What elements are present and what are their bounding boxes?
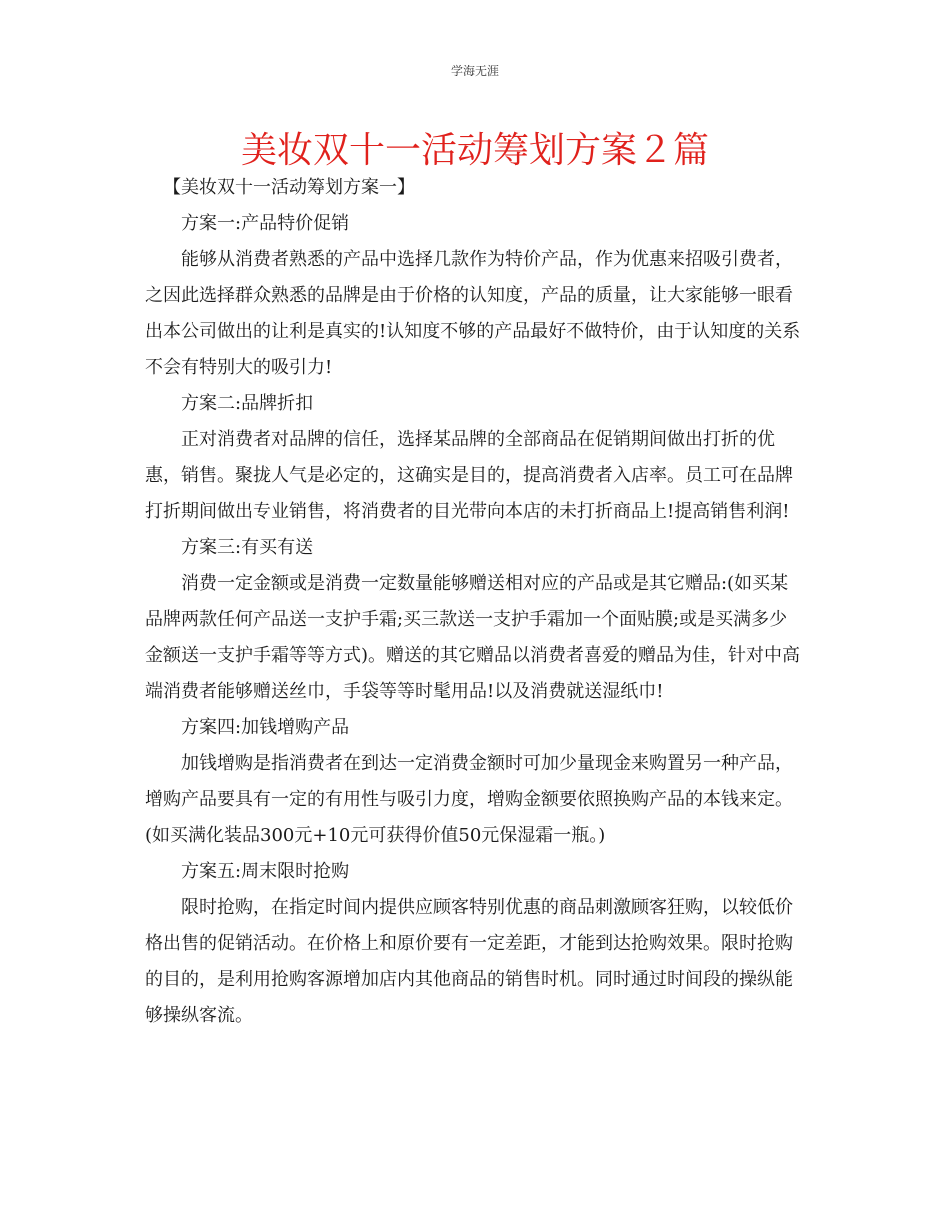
section-body: 加钱增购是指消费者在到达一定消费金额时可加少量现金来购置另一种产品，增购产品要具有一定的有用性与吸引力度，增购金额要依照换购产品的本钱来定。(如买满化装品300元+10元可获得价值50元保湿霜一瓶。)	[145, 753, 793, 846]
section-heading: 方案二:品牌折扣	[181, 393, 314, 414]
section-body: 能够从消费者熟悉的产品中选择几款作为特价产品，作为优惠来招吸引费者，之因此选择群众熟悉的品牌是由于价格的认知度，产品的质量，让大家能够一眼看出本公司做出的让利是真实的!认知度不够的产品最好不做特价，由于认知度的关系不会有特别大的吸引力!	[145, 249, 801, 378]
section-heading: 方案五:周末限时抢购	[181, 861, 350, 882]
section-body: 消费一定金额或是消费一定数量能够赠送相对应的产品或是其它赠品:(如买某品牌两款任何产品送一支护手霜;买三款送一支护手霜加一个面贴膜;或是买满多少金额送一支护手霜等等方式)。赠送的其它赠品以消费者喜爱的赠品为佳，针对中高端消费者能够赠送丝巾，手袋等等时髦用品!以及消费就送湿纸巾!	[145, 573, 801, 702]
section-heading: 方案四:加钱增购产品	[181, 717, 350, 738]
section-heading: 方案一:产品特价促销	[181, 213, 350, 234]
section-heading: 方案三:有买有送	[181, 537, 314, 558]
document-title: 美妆双十一活动筹划方案２篇	[240, 130, 709, 171]
section-body: 正对消费者对品牌的信任，选择某品牌的全部商品在促销期间做出打折的优惠，销售。聚拢人气是必定的，这确实是目的，提高消费者入店率。员工可在品牌打折期间做出专业销售，将消费者的目光带向本店的未打折商品上!提高销售利润!	[145, 429, 793, 522]
section-body: 限时抢购，在指定时间内提供应顾客特别优惠的商品刺激顾客狂购，以较低价格出售的促销活动。在价格上和原价要有一定差距，才能到达抢购效果。限时抢购的目的，是利用抢购客源增加店内其他商品的销售时机。同时通过时间段的操纵能够操纵客流。	[145, 897, 793, 1026]
page-header: 学海无涯	[450, 64, 499, 78]
plan-subtitle: 【美妆双十一活动筹划方案一】	[163, 177, 415, 198]
document-body	[145, 170, 805, 1034]
